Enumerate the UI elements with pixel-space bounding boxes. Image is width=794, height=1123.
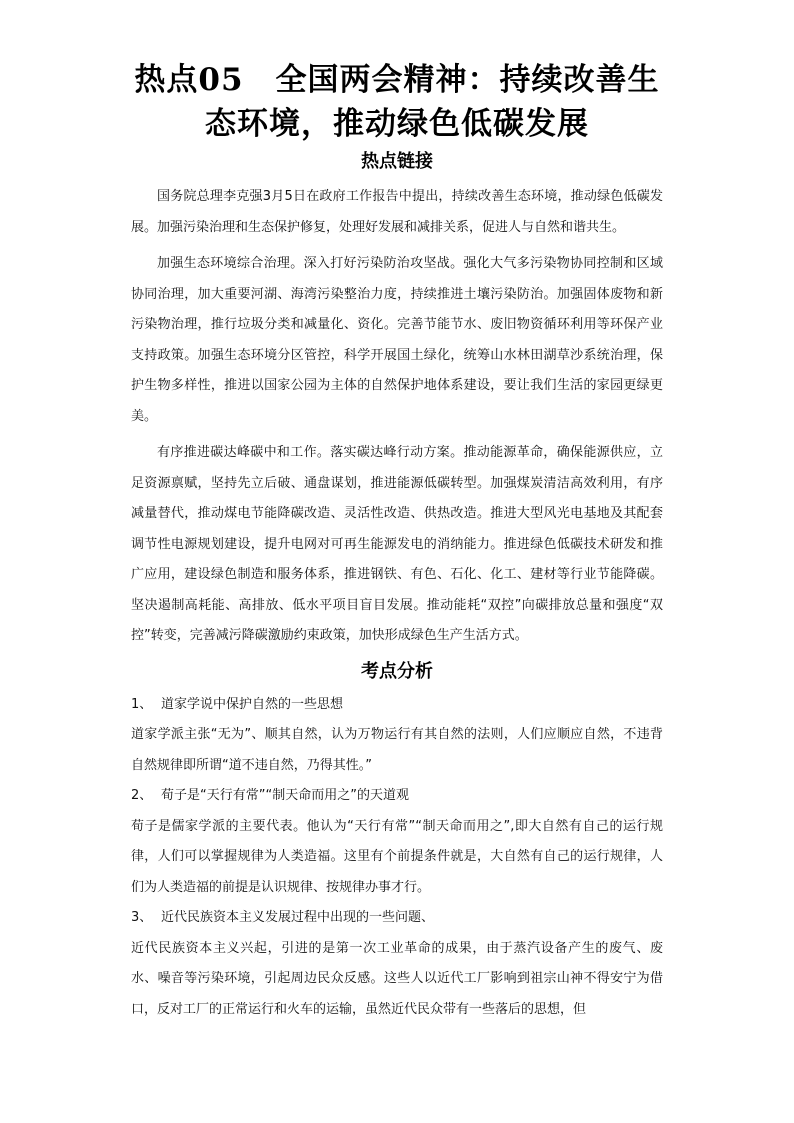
analysis-item-1-heading: 道家学说中保护自然的一些思想 xyxy=(161,696,344,712)
analysis-item-3-body: 近代民族资本主义兴起，引进的是第一次工业革命的成果，由于蒸汽设备产生的废气、废水、噪音等污染环境，引起周边民众反感。这些人以近代工厂影响到祖宗山神不得安宁为借口，反对工厂的正常运行和火车的运输，虽然近代民众带有一些落后的思想，但 xyxy=(131,940,663,1017)
analysis-item-1-title xyxy=(131,690,663,721)
analysis-item-1-body: 道家学派主张“无为”、顺其自然，认为万物运行有其自然的法则，人们应顺应自然，不违背自然规律即所谓“道不违自然，乃得其性。” xyxy=(131,727,663,773)
document-title xyxy=(131,58,663,146)
analysis-item-2-number: 2、 xyxy=(131,788,153,803)
analysis-item-2-body: 荀子是儒家学派的主要代表。他认为“天行有常”“制天命而用之”,即大自然有自己的运行规律，人们可以掌握规律为人类造福。这里有个前提条件就是，大自然有自己的运行规律，人们为人类造福的前提是认识规律、按规律办事才行。 xyxy=(131,818,663,895)
hotlink-heading: 热点链接 xyxy=(361,151,433,172)
analysis-item-1-number: 1、 xyxy=(131,696,153,712)
analysis-item-3-heading: 近代民族资本主义发展过程中出现的一些问题、 xyxy=(161,910,435,925)
hotlink-paragraph-1: 国务院总理李克强3月5日在政府工作报告中提出，持续改善生态环境，推动绿色低碳发展。加强污染治理和生态保护修复，处理好发展和减排关系，促进人与自然和谐共生。 xyxy=(131,189,663,235)
hotlink-paragraph-2: 加强生态环境综合治理。深入打好污染防治攻坚战。强化大气多污染物协同控制和区域协同治理，加大重要河湖、海湾污染整治力度，持续推进土壤污染防治。加强固体废物和新污染物治理，推行垃圾分类和减量化、资化。完善节能节水、废旧物资循环利用等环保产业支持政策。加强生态环境分区管控，科学开展国土绿化，统筹山水林田湖草沙系统治理，保护生物多样性，推进以国家公园为主体的自然保护地体系建设，要让我们生活的家园更绿更美。 xyxy=(131,256,663,424)
document-page xyxy=(131,58,663,1025)
title-line-2: 态环境，推动绿色低碳发展 xyxy=(205,106,589,142)
analysis-heading: 考点分析 xyxy=(361,660,433,682)
hotlink-paragraph-3: 有序推进碳达峰碳中和工作。落实碳达峰行动方案。推动能源革命，确保能源供应，立足资源禀赋，坚持先立后破、通盘谋划，推进能源低碳转型。加强煤炭清洁高效利用，有序减量替代，推动煤电节能降碳改造、灵活性改造、供热改造。推进大型风光电基地及其配套调节性电源规划建设，提升电网对可再生能源发电的消纳能力。推进绿色低碳技术研发和推广应用，建设绿色制造和服务体系，推进钢铁、有色、石化、化工、建材等行业节能降碳。坚决遏制高耗能、高排放、低水平项目盲目发展。推动能耗“双控”向碳排放总量和强度“双控”转变，完善减污降碳激励约束政策，加快形成绿色生产生活方式。 xyxy=(131,445,663,643)
analysis-item-3-number: 3、 xyxy=(131,910,153,925)
analysis-item-2-heading: 荀子是“天行有常”“制天命而用之”的天道观 xyxy=(161,788,409,803)
title-line-1: 热点05 全国两会精神：持续改善生 xyxy=(134,62,660,98)
analysis-item-3-title xyxy=(131,903,663,934)
analysis-item-2-title xyxy=(131,781,663,812)
